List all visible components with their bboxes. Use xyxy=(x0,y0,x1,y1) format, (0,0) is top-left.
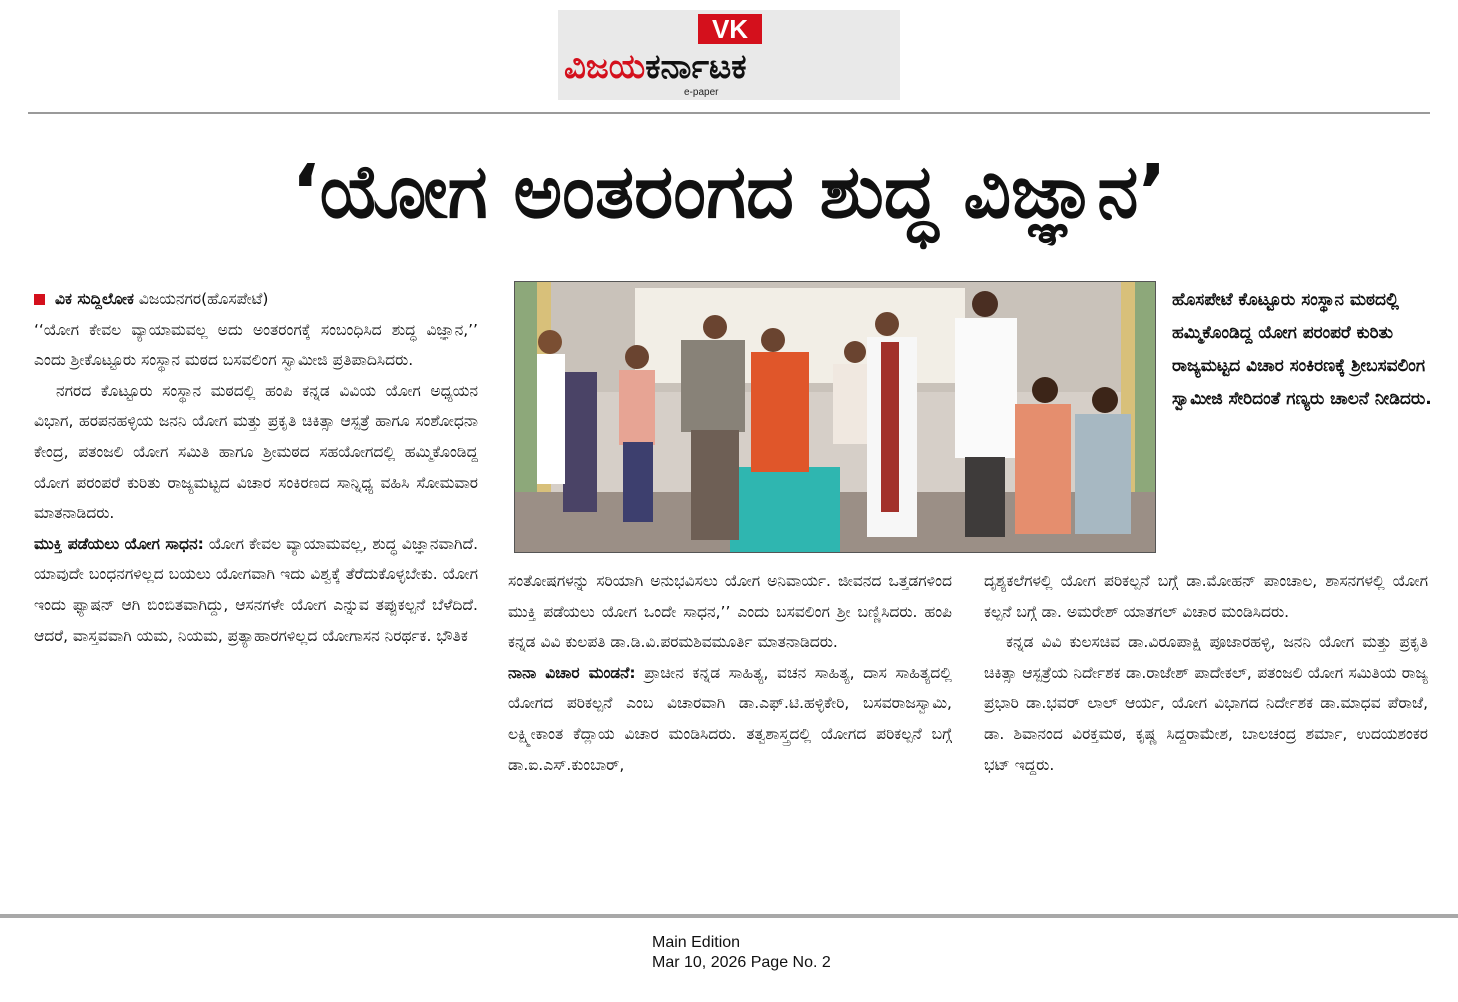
event-photo xyxy=(514,281,1156,553)
footer-divider xyxy=(0,914,1458,918)
bullet-square-icon xyxy=(34,294,45,305)
edition-label: Main Edition xyxy=(652,934,741,951)
brand-name-part1: ವಿಜಯ xyxy=(564,47,646,87)
article-column-1 xyxy=(34,284,478,651)
subheading: ಮುಕ್ತಿ ಪಡೆಯಲು ಯೋಗ ಸಾಧನ: xyxy=(34,534,204,553)
brand-name-part2: ಕರ್ನಾಟಕ xyxy=(645,47,747,87)
body-paragraph xyxy=(508,658,952,780)
brand-name xyxy=(564,46,896,88)
body-text: ಪ್ರಾಚೀನ ಕನ್ನಡ ಸಾಹಿತ್ಯ, ವಚನ ಸಾಹಿತ್ಯ, ದಾಸ ಸಾಹಿತ್ಯದಲ್ಲಿ ಯೋಗದ ಪರಿಕಲ್ಪನೆ ಎಂಬ ವಿಚಾರವಾಗಿ ಡಾ.ಎಫ್.ಟಿ.ಹಳ್ಳಿಕೇರಿ, ಬಸವರಾಜಸ್ವಾಮಿ, ಲಕ್ಷ್ಮೀಕಾಂತ ಕೆದ್ಲಾಯ ವಿಚಾರ ಮಂಡಿಸಿದರು. ತತ್ವಶಾಸ್ತ್ರದಲ್ಲಿ ಯೋಗದ ಪರಿಕಲ್ಪನೆ ಬಗ್ಗೆ ಡಾ.ಐ.ಎಸ್.ಕುಂಬಾರ್, xyxy=(508,663,952,774)
article-column-3 xyxy=(984,566,1428,780)
masthead-logo xyxy=(558,10,900,100)
photo-caption: ಹೊಸಪೇಟೆ ಕೊಟ್ಟೂರು ಸಂಸ್ಥಾನ ಮಠದಲ್ಲಿ ಹಮ್ಮಿಕೊಂಡಿದ್ದ ಯೋಗ ಪರಂಪರೆ ಕುರಿತು ರಾಜ್ಯಮಟ್ಟದ ವಿಚಾರ ಸಂಕಿರಣಕ್ಕೆ ಶ್ರೀಬಸವಲಿಂಗ ಸ್ವಾಮೀಜಿ ಸೇರಿದಂತೆ ಗಣ್ಯರು ಚಾಲನೆ ನೀಡಿದರು. xyxy=(1172,290,1432,409)
subheading: ನಾನಾ ವಿಚಾರ ಮಂಡನೆ: xyxy=(508,663,636,682)
dateline-place: ವಿಜಯನಗರ(ಹೊಸಪೇಟೆ) xyxy=(138,290,269,308)
epaper-label: e-paper xyxy=(684,87,719,98)
article-headline: ‘ಯೋಗ ಅಂತರಂಗದ ಶುದ್ಧ ವಿಜ್ಞಾನ’ xyxy=(291,149,1167,235)
footer xyxy=(652,933,831,973)
body-text: ಯೋಗ ಕೇವಲ ವ್ಯಾಯಾಮವಲ್ಲ, ಶುದ್ಧ ವಿಜ್ಞಾನವಾಗಿದೆ. ಯಾವುದೇ ಬಂಧನಗಳಿಲ್ಲದ ಬಯಲು ಯೋಗವಾಗಿ ಇದು ವಿಶ್ವಕ್ಕೆ ತೆರೆದುಕೊಳ್ಳಬೇಕು. ಯೋಗ ಇಂದು ಫ್ಯಾಷನ್ ಆಗಿ ಬಿಂಬಿತವಾಗಿದ್ದು, ಆಸನಗಳೇ ಯೋಗ ಎನ್ನುವ ತಪ್ಪುಕಲ್ಪನೆ ಬೆಳೆದಿದೆ. ಆದರೆ, ವಾಸ್ತವವಾಗಿ ಯಮ, ನಿಯಮ, ಪ್ರತ್ಯಾಹಾರಗಳಿಲ್ಲದ ಯೋಗಾಸನ ನಿರರ್ಥಕ. ಭೌತಿಕ xyxy=(34,534,479,645)
dateline-source: ವಿಕ ಸುದ್ದಿಲೋಕ xyxy=(55,290,134,308)
event-photo-image xyxy=(515,282,1155,552)
body-paragraph xyxy=(34,529,478,651)
body-paragraph: ‘‘ಯೋಗ ಕೇವಲ ವ್ಯಾಯಾಮವಲ್ಲ ಅದು ಅಂತರಂಗಕ್ಕೆ ಸಂಬಂಧಿಸಿದ ಶುದ್ಧ ವಿಜ್ಞಾನ,’’ ಎಂದು ಶ್ರೀಕೊಟ್ಟೂರು ಸಂಸ್ಥಾನ ಮಠದ ಬಸವಲಿಂಗ ಸ್ವಾಮೀಜಿ ಪ್ರತಿಪಾದಿಸಿದರು. xyxy=(34,320,478,370)
article-column-2 xyxy=(508,566,952,780)
dateline xyxy=(34,284,478,315)
body-paragraph: ದೃಶ್ಯಕಲೆಗಳಲ್ಲಿ ಯೋಗ ಪರಿಕಲ್ಪನೆ ಬಗ್ಗೆ ಡಾ.ಮೋಹನ್ ಪಾಂಚಾಲ, ಶಾಸನಗಳಲ್ಲಿ ಯೋಗ ಕಲ್ಪನೆ ಬಗ್ಗೆ ಡಾ. ಅಮರೇಶ್ ಯಾತಗಲ್ ವಿಚಾರ ಮಂಡಿಸಿದರು. xyxy=(984,572,1428,621)
date-page-label: Mar 10, 2026 Page No. 2 xyxy=(652,954,831,971)
body-paragraph: ಸಂತೋಷಗಳನ್ನು ಸರಿಯಾಗಿ ಅನುಭವಿಸಲು ಯೋಗ ಅನಿವಾರ್ಯ. ಜೀವನದ ಒತ್ತಡಗಳಿಂದ ಮುಕ್ತಿ ಪಡೆಯಲು ಯೋಗ ಒಂದೇ ಸಾಧನ,’’ ಎಂದು ಬಸವಲಿಂಗ ಶ್ರೀ ಬಣ್ಣಿಸಿದರು. ಹಂಪಿ ಕನ್ನಡ ವಿವಿ ಕುಲಪತಿ ಡಾ.ಡಿ.ವಿ.ಪರಮಶಿವಮೂರ್ತಿ ಮಾತನಾಡಿದರು. xyxy=(508,572,952,652)
vk-badge: VK xyxy=(698,14,762,44)
body-paragraph: ನಗರದ ಕೊಟ್ಟೂರು ಸಂಸ್ಥಾನ ಮಠದಲ್ಲಿ ಹಂಪಿ ಕನ್ನಡ ವಿವಿಯ ಯೋಗ ಅಧ್ಯಯನ ವಿಭಾಗ, ಹರಪನಹಳ್ಳಿಯ ಜನನಿ ಯೋಗ ಮತ್ತು ಪ್ರಕೃತಿ ಚಿಕಿತ್ಸಾ ಆಸ್ಪತ್ರೆ ಹಾಗೂ ಸಂಶೋಧನಾ ಕೇಂದ್ರ, ಪತಂಜಲಿ ಯೋಗ ಸಮಿತಿ ಹಾಗೂ ಶ್ರೀಮಠದ ಸಹಯೋಗದಲ್ಲಿ ಹಮ್ಮಿಕೊಂಡಿದ್ದ ಯೋಗ ಪರಂಪರೆ ಕುರಿತು ರಾಜ್ಯಮಟ್ಟದ ವಿಚಾರ ಸಂಕಿರಣದ ಸಾನ್ನಿಧ್ಯ ವಹಿಸಿ ಸೋಮವಾರ ಮಾತನಾಡಿದರು. xyxy=(34,381,478,523)
body-paragraph: ಕನ್ನಡ ವಿವಿ ಕುಲಸಚಿವ ಡಾ.ವಿರೂಪಾಕ್ಷಿ ಪೂಜಾರಹಳ್ಳಿ, ಜನನಿ ಯೋಗ ಮತ್ತು ಪ್ರಕೃತಿ ಚಿಕಿತ್ಸಾ ಆಸ್ಪತ್ರೆಯ ನಿರ್ದೇಶಕ ಡಾ.ರಾಜೇಶ್ ಪಾದೇಕಲ್, ಪತಂಜಲಿ ಯೋಗ ಸಮಿತಿಯ ರಾಜ್ಯ ಪ್ರಭಾರಿ ಡಾ.ಭವರ್ ಲಾಲ್ ಆರ್ಯ, ಯೋಗ ವಿಭಾಗದ ನಿರ್ದೇಶಕ ಡಾ.ಮಾಧವ ಪೆರಾಜೆ, ಡಾ. ಶಿವಾನಂದ ವಿರಕ್ತಮಠ, ಕೃಷ್ಣ ಸಿದ್ದರಾಮೇಶ, ಬಾಲಚಂದ್ರ ಶರ್ಮಾ, ಉದಯಶಂಕರ ಭಟ್ ಇದ್ದರು. xyxy=(984,633,1428,774)
header-divider xyxy=(28,112,1430,114)
